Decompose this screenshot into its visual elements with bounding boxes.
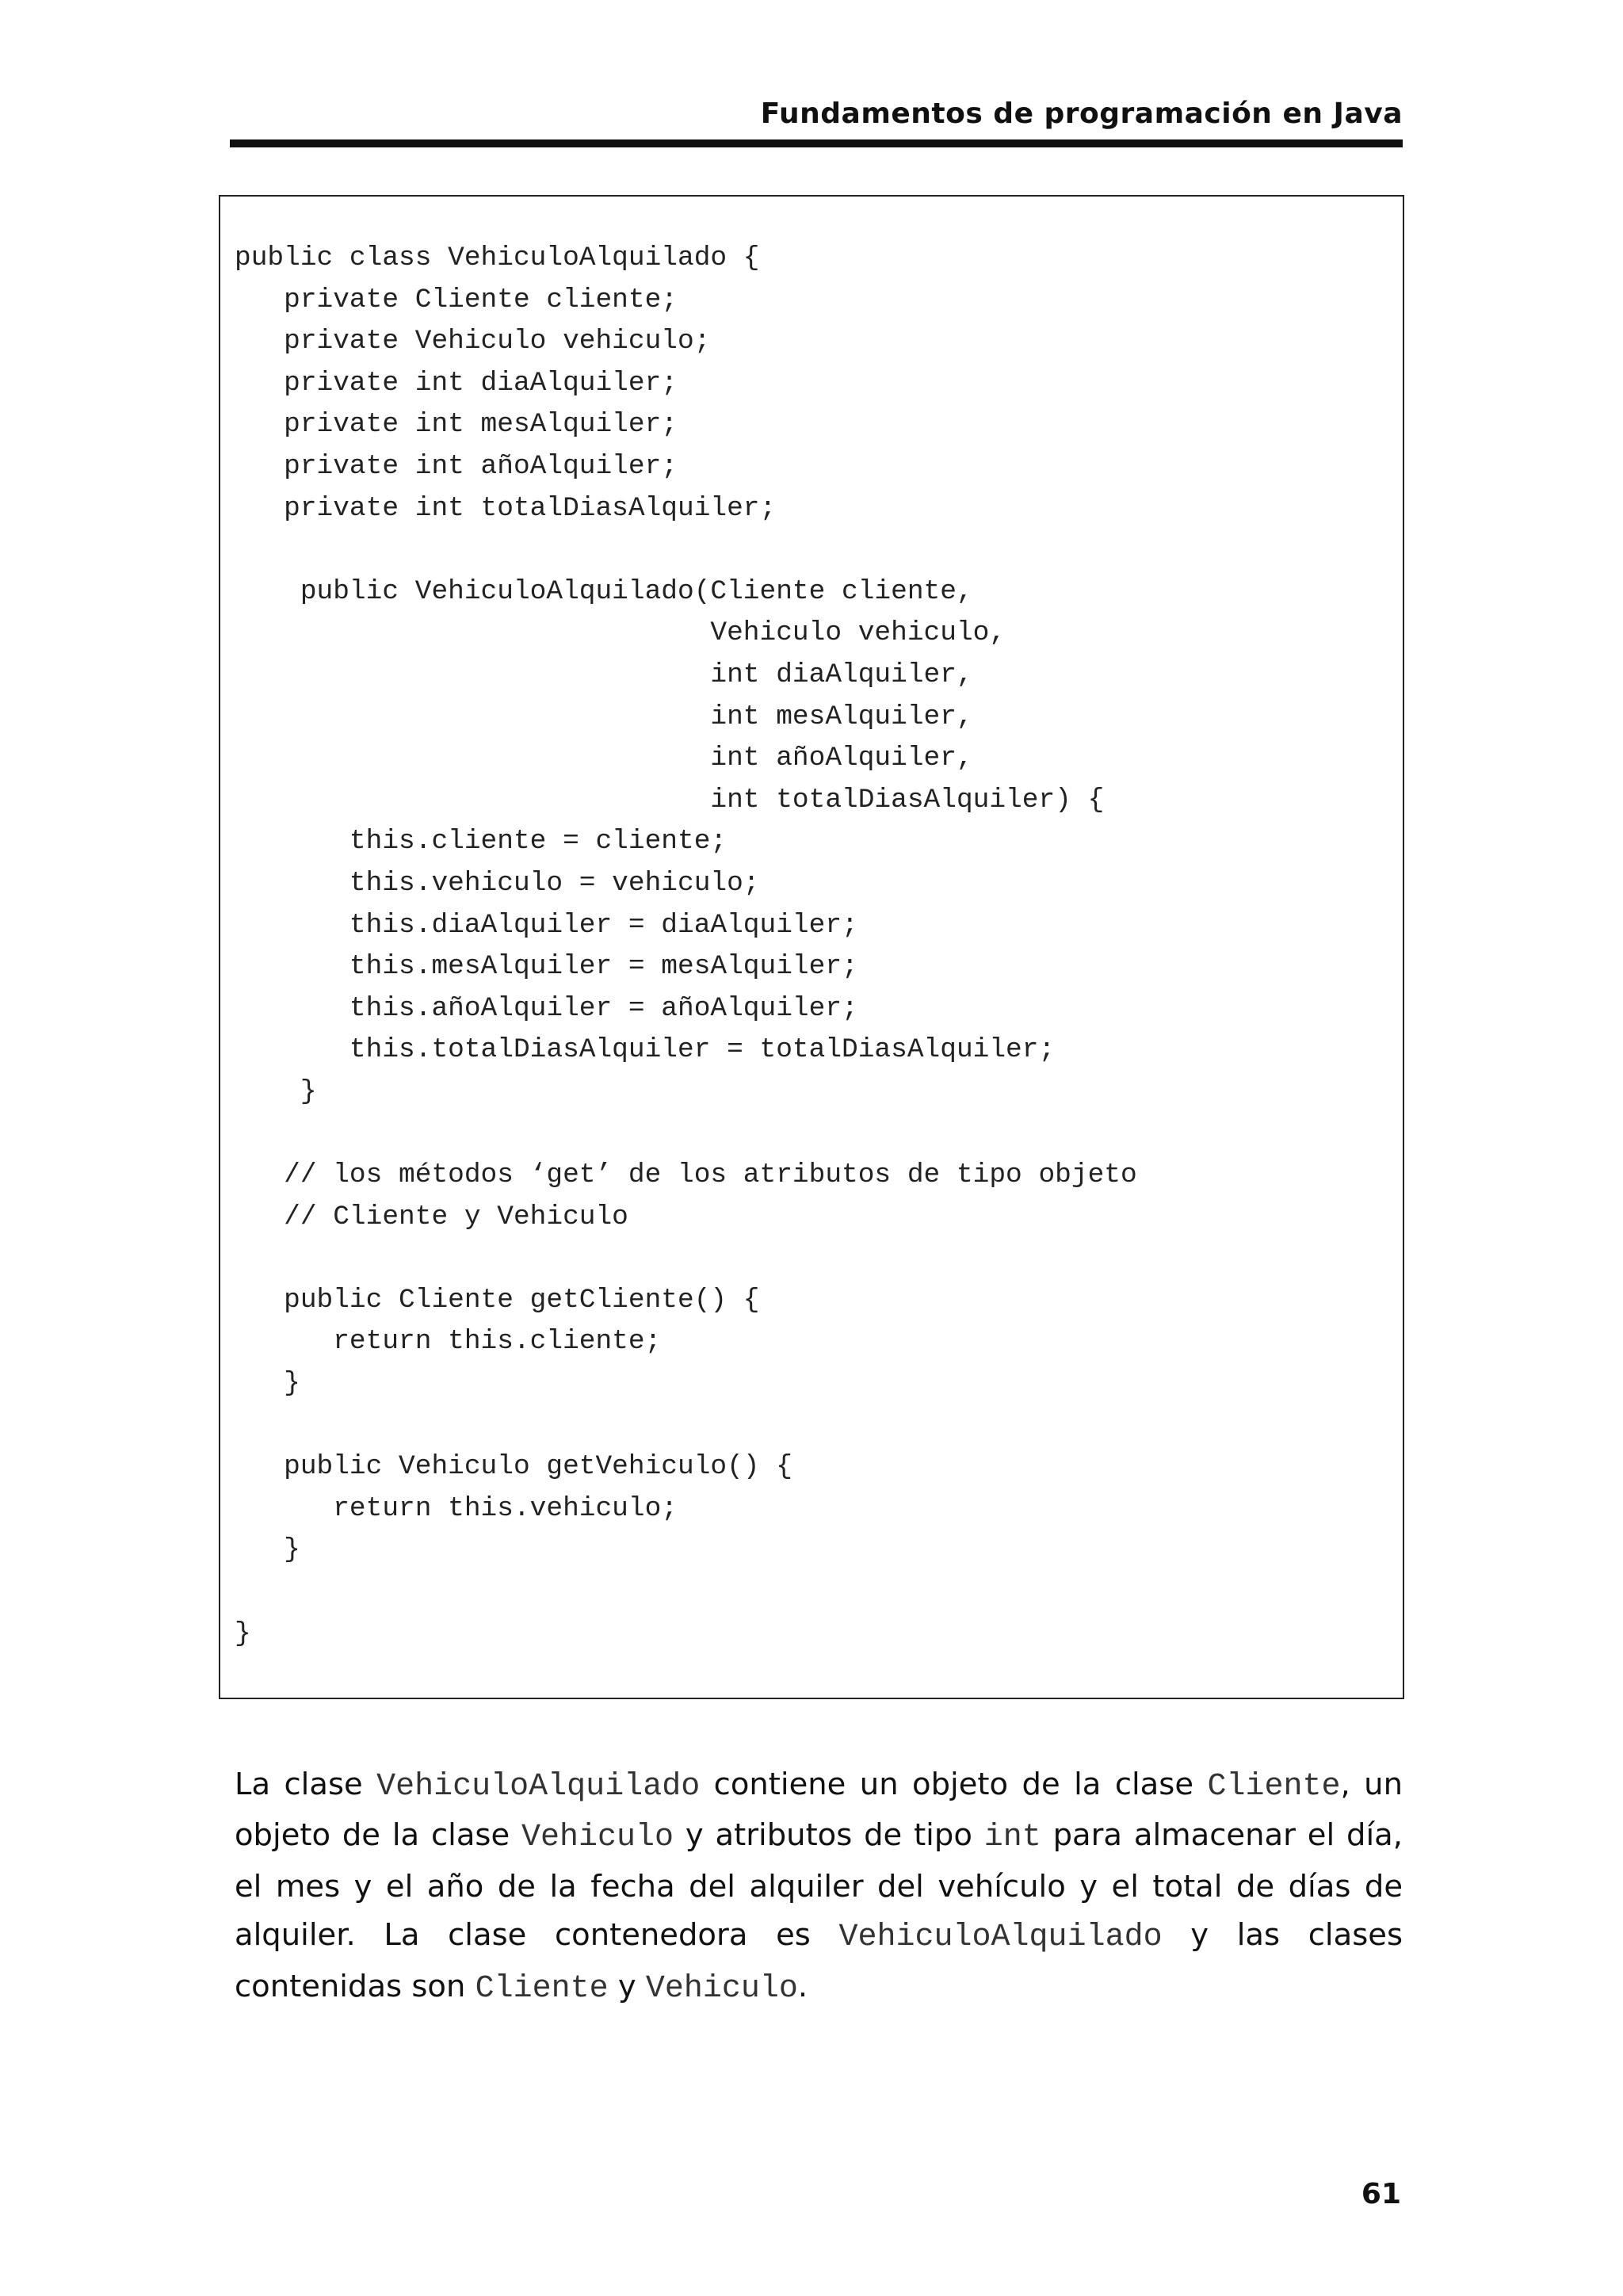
code-line: private int añoAlquiler;: [235, 450, 678, 482]
code-line: int mesAlquiler,: [235, 701, 973, 732]
code-line: [235, 1405, 1137, 1447]
paragraph-text: y las clases contenidas son: [235, 1917, 1403, 2004]
inline-code: Vehiculo: [645, 1970, 798, 2007]
paragraph-text: contiene un objeto de la clase: [700, 1766, 1208, 1802]
paragraph-text: y atributos de tipo: [674, 1817, 984, 1853]
paragraph-text: , un objeto de la clase: [235, 1766, 1403, 1853]
page-number: 61: [1361, 2178, 1401, 2210]
code-line: int totalDiasAlquiler) {: [235, 784, 1105, 816]
header-rule: [230, 139, 1403, 147]
code-line: }: [235, 1075, 317, 1107]
running-header-title: Fundamentos de programación en Java: [760, 97, 1403, 130]
code-line: int diaAlquiler,: [235, 659, 973, 690]
code-line: // los métodos ‘get’ de los atributos de tipo objeto: [235, 1159, 1137, 1191]
code-line: int añoAlquiler,: [235, 743, 973, 774]
code-line: return this.cliente;: [235, 1326, 662, 1358]
code-line: [235, 529, 1137, 571]
code-line: }: [235, 1534, 300, 1566]
inline-code: VehiculoAlquilado: [376, 1768, 701, 1805]
inline-code: Cliente: [475, 1970, 609, 2007]
code-line: this.totalDiasAlquiler = totalDiasAlquiler;: [235, 1034, 1056, 1066]
code-line: this.añoAlquiler = añoAlquiler;: [235, 992, 858, 1024]
paragraph-text: y: [608, 1968, 646, 2004]
code-listing: [235, 238, 1137, 1655]
inline-code: Vehiculo: [521, 1820, 674, 1855]
code-line: public Cliente getCliente() {: [235, 1284, 760, 1316]
inline-code: int: [983, 1820, 1041, 1855]
code-line: Vehiculo vehiculo,: [235, 617, 1006, 649]
code-line: private int diaAlquiler;: [235, 367, 678, 399]
code-line: [235, 1113, 1137, 1155]
code-line: [235, 1572, 1137, 1614]
code-line: public VehiculoAlquilado(Cliente cliente,: [235, 575, 973, 607]
code-line: return this.vehiculo;: [235, 1492, 678, 1524]
code-line: private Cliente cliente;: [235, 284, 678, 315]
code-line: [235, 1238, 1137, 1280]
code-line: // Cliente y Vehiculo: [235, 1201, 628, 1232]
code-line: public class VehiculoAlquilado {: [235, 243, 760, 273]
paragraph-text: La clase: [235, 1766, 377, 1802]
code-listing-box: [219, 195, 1404, 1699]
paragraph-text: .: [797, 1968, 808, 2004]
code-line: private Vehiculo vehiculo;: [235, 326, 711, 357]
code-line: }: [235, 1618, 251, 1649]
code-line: this.vehiculo = vehiculo;: [235, 867, 760, 899]
inline-code: Cliente: [1207, 1768, 1341, 1805]
code-line: this.mesAlquiler = mesAlquiler;: [235, 951, 858, 983]
code-line: this.cliente = cliente;: [235, 826, 727, 858]
inline-code: VehiculoAlquilado: [838, 1920, 1163, 1955]
code-line: public Vehiculo getVehiculo() {: [235, 1451, 792, 1483]
body-paragraph: [235, 1760, 1403, 2014]
paragraph-text: para almacenar el día, el mes y el año de la fecha del alquiler del vehículo y el total de días de alquiler. La clase contenedora es: [235, 1817, 1403, 1953]
code-line: }: [235, 1368, 300, 1400]
code-line: private int mesAlquiler;: [235, 409, 678, 441]
code-line: this.diaAlquiler = diaAlquiler;: [235, 909, 858, 941]
code-line: private int totalDiasAlquiler;: [235, 492, 777, 524]
